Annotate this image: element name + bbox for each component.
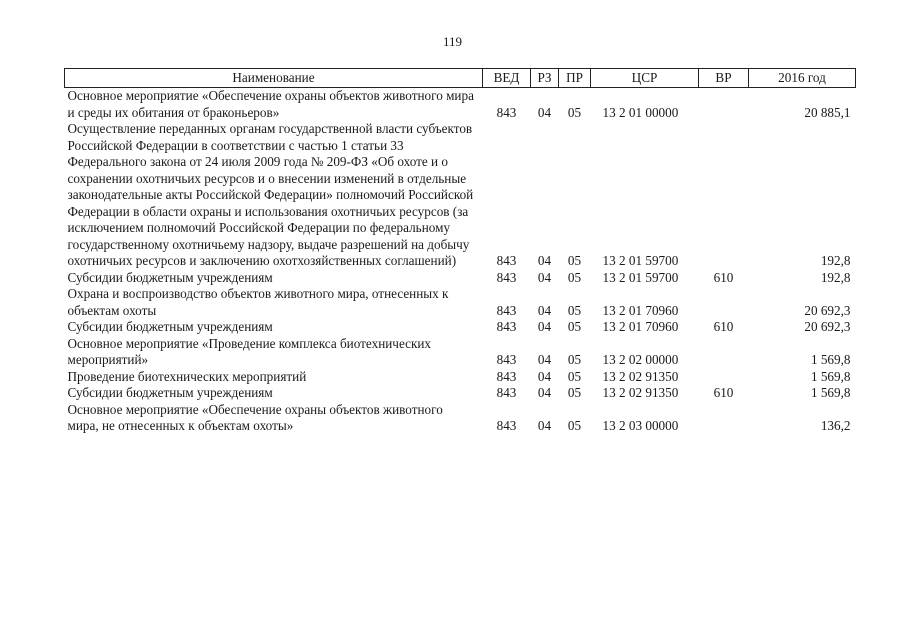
row-name: Основное мероприятие «Обеспечение охраны объектов животного мира и среды их обитания от браконьеров»	[67, 88, 474, 120]
row-csr: 13 2 02 91350	[602, 368, 679, 384]
budget-table	[64, 68, 856, 435]
row-pr: 05	[567, 385, 582, 400]
row-vr: 610	[713, 385, 734, 400]
row-pr: 05	[567, 352, 582, 367]
row-vr	[699, 369, 749, 386]
table-row	[65, 270, 856, 287]
row-pr: 05	[567, 368, 582, 384]
table-row	[65, 286, 856, 319]
row-amount: 20 885,1	[804, 104, 851, 120]
row-amount: 1 569,8	[810, 385, 851, 400]
row-rz: 04	[537, 253, 552, 268]
row-pr: 05	[567, 302, 582, 318]
header-name: Наименование	[65, 69, 483, 88]
row-csr: 13 2 02 91350	[602, 385, 679, 400]
row-ved: 843	[496, 302, 517, 318]
row-rz: 04	[537, 269, 552, 285]
row-pr: 05	[567, 104, 582, 120]
row-name: Проведение биотехнических мероприятий	[67, 368, 307, 384]
row-ved: 843	[496, 385, 517, 400]
table-row	[65, 385, 856, 402]
row-pr: 05	[567, 418, 582, 433]
header-rz: РЗ	[531, 69, 559, 88]
row-rz: 04	[537, 352, 552, 367]
row-csr: 13 2 01 59700	[602, 269, 679, 285]
row-csr: 13 2 01 70960	[602, 319, 679, 334]
row-name: Осуществление переданных органам государственной власти субъектов Российской Федерации в соответствии с частью 1 статьи 33 Федерального закона от 24 июля 2009 года № 209-ФЗ «Об охоте и о сохранении охотничьих ресурсов и о внесении изменений в отдельные законодательные акты Российской Федерации» полномочий Российской Федерации в области охраны и использования охотничьих ресурсов (за исключением полномочий Российской Федерации по федеральному государственному охотничьему надзору, выдаче разрешений на добычу охотничьих ресурсов и заключению охотхозяйственных соглашений)	[67, 121, 474, 268]
row-amount: 136,2	[820, 418, 851, 433]
row-rz: 04	[537, 302, 552, 318]
row-name: Основное мероприятие «Проведение комплекса биотехнических мероприятий»	[67, 335, 432, 367]
row-name: Основное мероприятие «Обеспечение охраны объектов животного мира, не отнесенных к объектам охоты»	[67, 401, 443, 433]
header-pr: ПР	[559, 69, 591, 88]
row-amount: 20 692,3	[804, 302, 851, 318]
row-vr: 610	[713, 269, 734, 285]
row-amount: 20 692,3	[804, 319, 851, 334]
row-ved: 843	[496, 253, 517, 268]
row-csr: 13 2 01 70960	[602, 302, 679, 318]
header-ved: ВЕД	[483, 69, 531, 88]
row-rz: 04	[537, 319, 552, 334]
row-amount: 1 569,8	[810, 352, 851, 367]
row-ved: 843	[496, 319, 517, 334]
header-csr: ЦСР	[591, 69, 699, 88]
table-row	[65, 121, 856, 270]
row-ved: 843	[496, 368, 517, 384]
row-rz: 04	[537, 104, 552, 120]
header-vr: ВР	[699, 69, 749, 88]
row-name: Субсидии бюджетным учреждениям	[67, 269, 273, 285]
row-pr: 05	[567, 319, 582, 334]
row-ved: 843	[496, 104, 517, 120]
row-name: Субсидии бюджетным учреждениям	[67, 385, 273, 400]
row-vr	[699, 286, 749, 319]
row-vr	[699, 402, 749, 435]
row-csr: 13 2 01 59700	[602, 253, 679, 268]
table-row	[65, 88, 856, 122]
row-pr: 05	[567, 269, 582, 285]
page-number: 119	[442, 34, 463, 49]
row-csr: 13 2 01 00000	[602, 104, 679, 120]
table-header-row	[65, 69, 856, 88]
table-row	[65, 336, 856, 369]
row-rz: 04	[537, 418, 552, 433]
row-vr	[699, 121, 749, 270]
row-rz: 04	[537, 385, 552, 400]
row-vr	[699, 336, 749, 369]
table-row	[65, 369, 856, 386]
row-name: Субсидии бюджетным учреждениям	[67, 319, 273, 334]
table-row	[65, 319, 856, 336]
row-name: Охрана и воспроизводство объектов животного мира, отнесенных к объектам охоты	[67, 286, 449, 318]
row-ved: 843	[496, 269, 517, 285]
row-amount: 192,8	[820, 269, 851, 285]
row-ved: 843	[496, 352, 517, 367]
row-rz: 04	[537, 368, 552, 384]
row-csr: 13 2 02 00000	[602, 352, 679, 367]
row-amount: 1 569,8	[810, 368, 851, 384]
row-csr: 13 2 03 00000	[602, 418, 679, 433]
row-pr: 05	[567, 253, 582, 268]
header-amount: 2016 год	[749, 69, 856, 88]
row-ved: 843	[496, 418, 517, 433]
row-vr	[699, 88, 749, 122]
row-vr: 610	[713, 319, 734, 334]
table-row	[65, 402, 856, 435]
row-amount: 192,8	[820, 253, 851, 268]
